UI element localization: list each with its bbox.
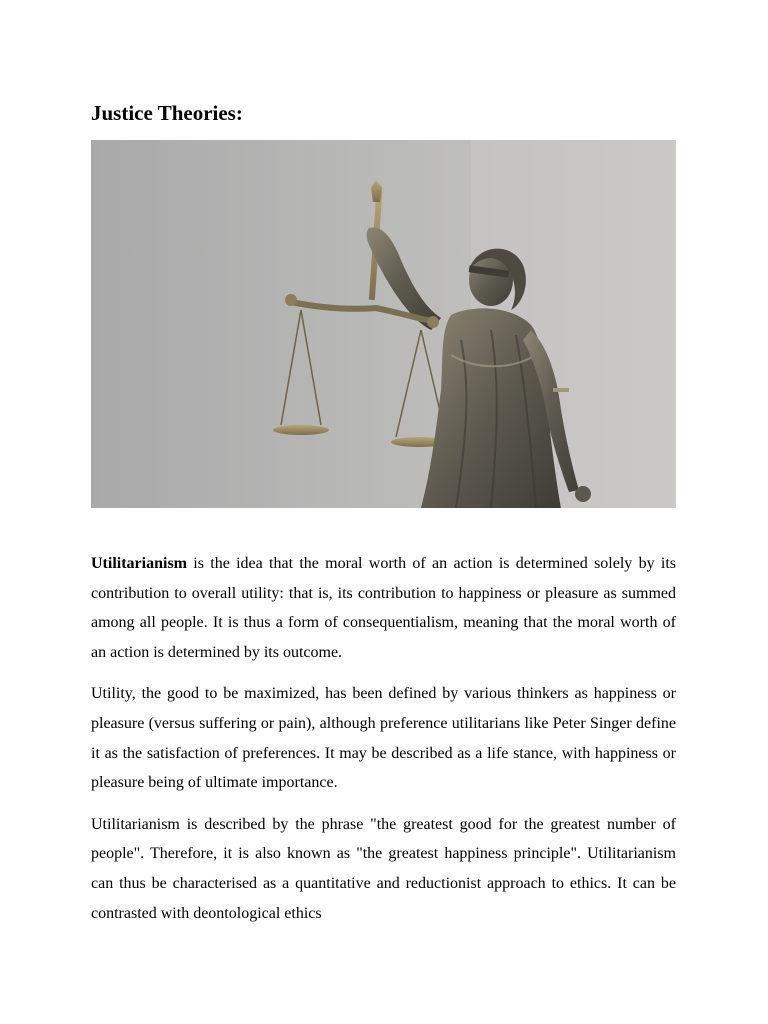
paragraph-greatest-good [91,810,676,928]
paragraph-utility [91,679,676,797]
body-text [91,549,676,940]
lady-justice-illustration [91,140,676,508]
paragraph-utilitarianism-definition [91,549,676,667]
paragraph-text: Utility, the good to be maximized, has been defined by various thinkers as happiness or pleasure (versus suffering or pain), although preference utilitarians like Peter Singer define it as the satisfaction of preferences. It may be described as a life stance, with happiness or pleasure being of ultimate importance. [91,685,676,792]
lady-justice-photo [91,140,676,508]
paragraph-text: Utilitarianism is described by the phrase "the greatest good for the greatest number of people". Therefore, it is also known as "the greatest happiness principle". Utilitarianism can thus be characterised as a quantitative and reductionist approach to ethics. It can be contrasted with deontological ethics [91,815,676,922]
term-utilitarianism: Utilitarianism [91,555,187,572]
page-title: Justice Theories: [91,101,243,125]
paragraph-text: is the idea that the moral worth of an action is determined solely by its contribution to overall utility: that is, its contribution to happiness or pleasure as summed among all people. It is thus a form of consequentialism, meaning that the moral worth of an action is determined by its outcome. [91,555,676,661]
